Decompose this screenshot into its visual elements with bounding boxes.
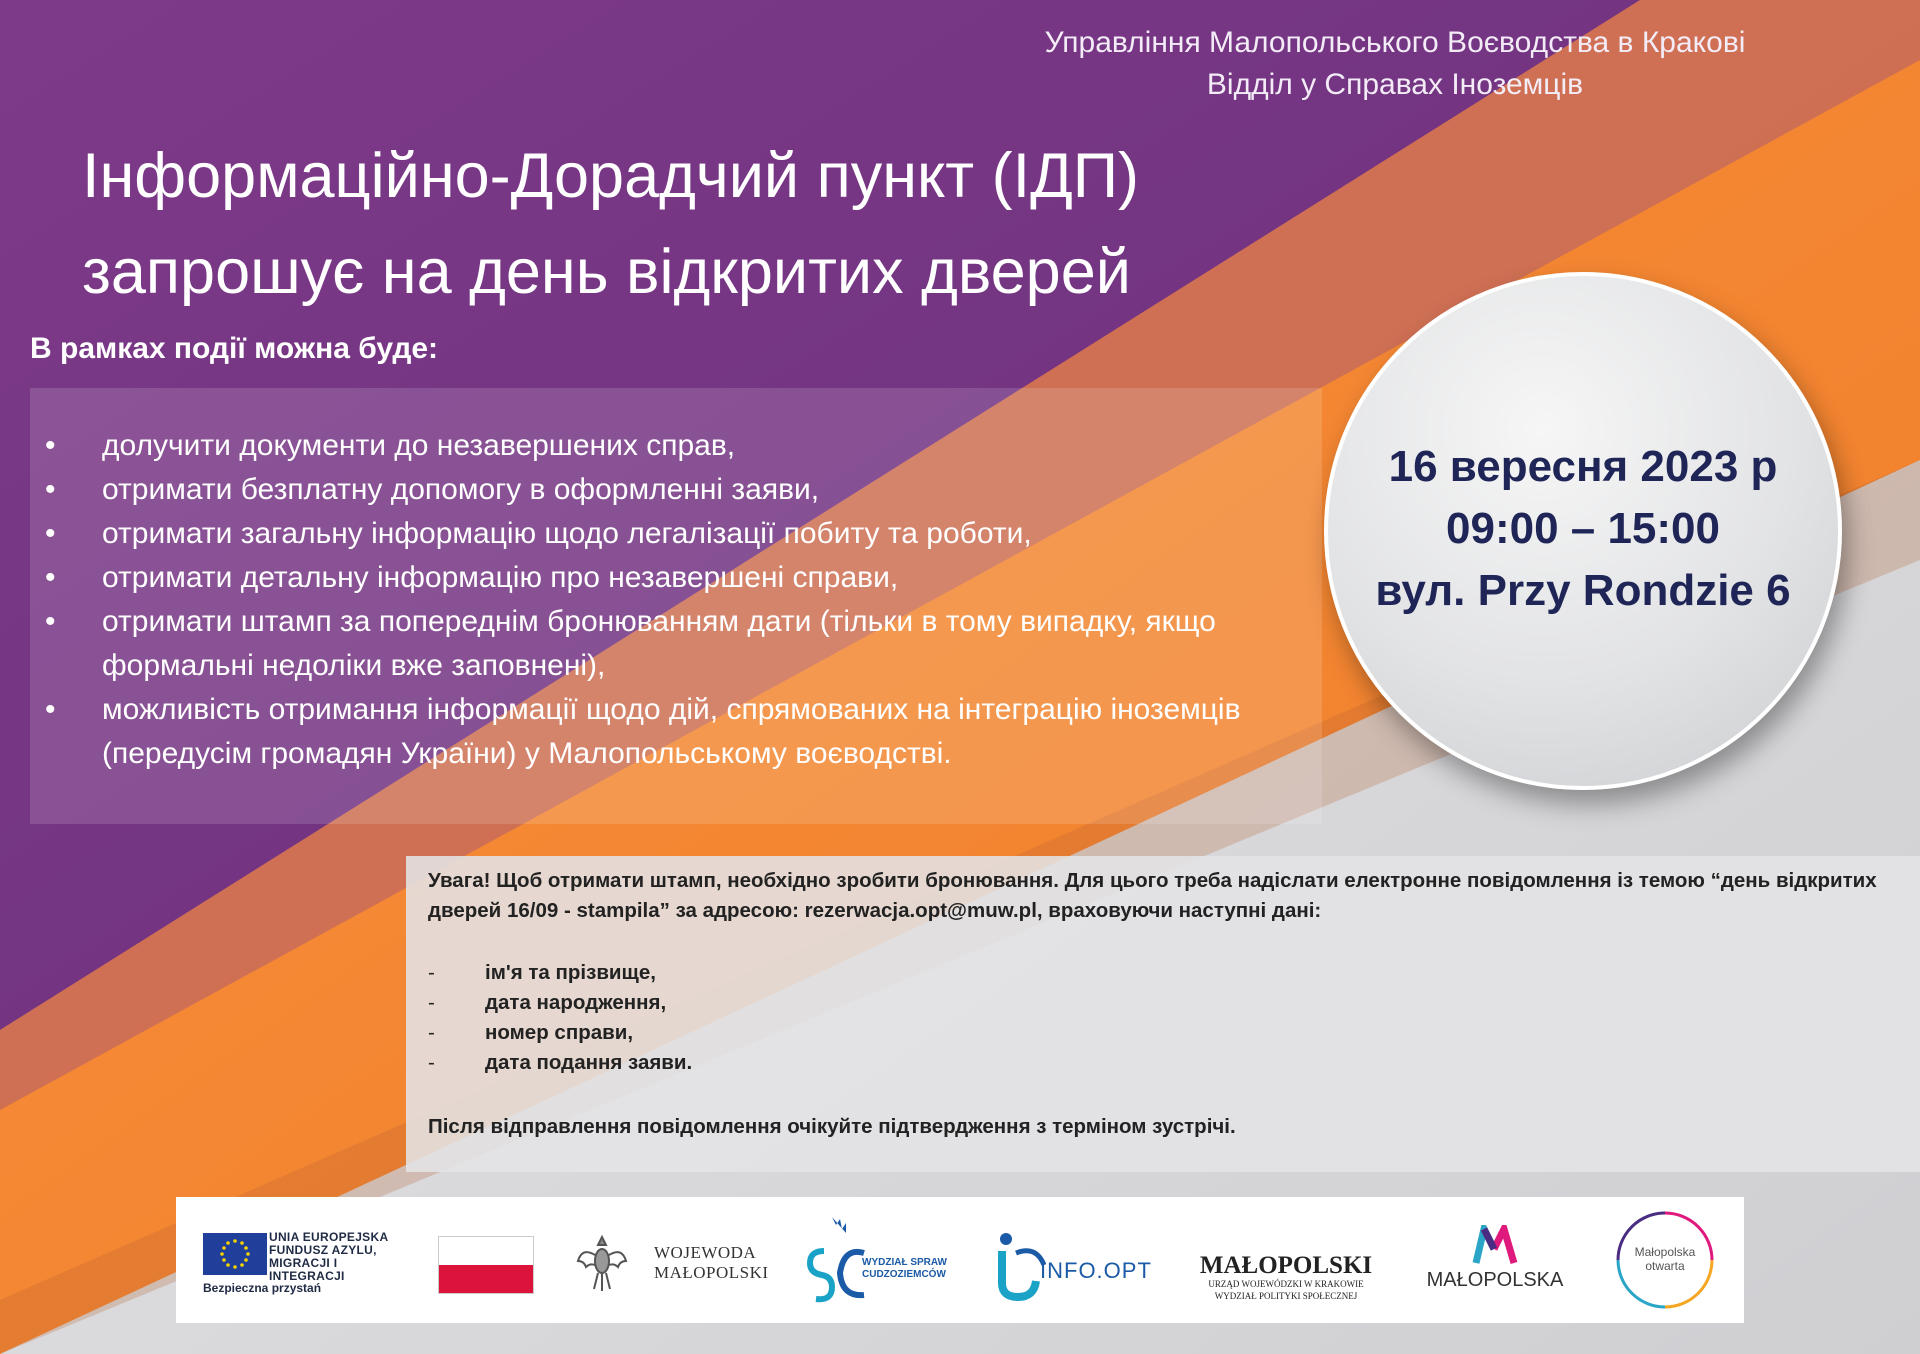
department-name: Відділ у Справах Іноземців xyxy=(1206,68,1584,101)
list-item-text: отримати безплатну допомогу в оформленні заяви, xyxy=(102,473,820,506)
list-intro: В рамках події можна буде: xyxy=(30,332,439,365)
muw-logo xyxy=(1196,1253,1376,1309)
muw-line-3: WYDZIAŁ POLITYKI SPOŁECZNEJ xyxy=(1214,1291,1358,1301)
wsc-logo xyxy=(806,1215,956,1311)
eu-flag-icon xyxy=(203,1233,267,1275)
event-address: вул. Przy Rondzie 6 xyxy=(1375,566,1791,615)
bullet: • xyxy=(45,693,56,726)
activities-list xyxy=(30,388,1322,776)
event-time: 09:00 – 15:00 xyxy=(1446,504,1720,553)
requirement-text: дата народження, xyxy=(485,991,667,1014)
dash: - xyxy=(428,1051,435,1074)
muw-line-2: URZĄD WOJEWÓDZKI W KRAKOWIE xyxy=(1208,1279,1364,1289)
requirement-item xyxy=(428,1048,692,1078)
infoopt-logo xyxy=(996,1231,1152,1301)
eu-logo-line-2: FUNDUSZ AZYLU, xyxy=(269,1243,377,1257)
wsc-emblem-icon xyxy=(806,1215,866,1305)
bullet: • xyxy=(45,429,56,462)
dash: - xyxy=(428,1021,435,1044)
eu-fund-logo xyxy=(203,1230,403,1303)
malopolska-label: MAŁOPOLSKA xyxy=(1426,1269,1564,1291)
page-title xyxy=(82,128,1342,320)
dash: - xyxy=(428,961,435,984)
polish-flag-icon xyxy=(438,1236,534,1294)
organization-name: Управління Малопольського Воєводства в Кракові xyxy=(1044,26,1746,59)
requirement-text: ім'я та прізвище, xyxy=(485,961,656,984)
title-line-2: запрошує на день відкритих дверей xyxy=(82,237,1131,307)
requirements-list xyxy=(428,958,692,1078)
partner-logos-bar xyxy=(176,1197,1744,1323)
list-item xyxy=(30,424,1282,468)
wojewoda-logo xyxy=(576,1231,776,1295)
otwarta-logo xyxy=(1610,1205,1720,1315)
otwarta-line-1: Małopolska xyxy=(1634,1245,1696,1259)
eagle-emblem-icon xyxy=(576,1231,628,1295)
list-item xyxy=(30,468,1282,512)
organization-header xyxy=(950,22,1840,106)
eu-logo-line-1: UNIA EUROPEJSKA xyxy=(269,1230,389,1244)
reservation-notice xyxy=(406,856,1920,1172)
requirement-text: дата подання заяви. xyxy=(485,1051,693,1074)
requirement-item xyxy=(428,1018,692,1048)
bullet: • xyxy=(45,517,56,550)
list-item-text: долучити документи до незавершених справ, xyxy=(102,429,736,462)
bullet: • xyxy=(45,473,56,506)
list-item xyxy=(30,512,1282,556)
malopolska-m-icon xyxy=(1470,1225,1520,1265)
requirement-item xyxy=(428,958,692,988)
event-date: 16 вересня 2023 р xyxy=(1388,442,1778,491)
bullet: • xyxy=(45,605,56,638)
otwarta-line-2: otwarta xyxy=(1645,1259,1685,1273)
eu-logo-caption: Bezpieczna przystań xyxy=(203,1281,322,1295)
list-item-text: можливість отримання інформації щодо дій, спрямованих на інтеграцію іноземців (передусім громадян України) у Малопольському воєводстві. xyxy=(102,693,1241,770)
info-icon xyxy=(996,1231,1046,1301)
notice-text: Увага! Щоб отримати штамп, необхідно зробити бронювання. Для цього треба надіслати електронне повідомлення із темою “день відкритих дверей 16/09 - stampila” за адресою: rezerwacja.opt@muw.pl, враховуючи наступні дані: xyxy=(428,869,1877,922)
wsc-line-2: CUDZOZIEMCÓW xyxy=(862,1269,946,1280)
list-item-text: отримати штамп за попереднім бронюванням дати (тільки в тому випадку, якщо формальні недоліки вже заповнені), xyxy=(102,605,1216,682)
requirement-item xyxy=(428,988,692,1018)
notice-footer: Після відправлення повідомлення очікуйте підтвердження з терміном зустрічі. xyxy=(428,1115,1236,1138)
list-item xyxy=(30,556,1282,600)
malopolska-logo xyxy=(1420,1225,1570,1305)
wsc-line-1: WYDZIAŁ SPRAW xyxy=(862,1257,947,1268)
list-item-text: отримати детальну інформацію про незавершені справи, xyxy=(102,561,899,594)
activities-box xyxy=(30,388,1322,824)
event-details xyxy=(1328,436,1838,622)
title-line-1: Інформаційно-Дорадчий пункт (ІДП) xyxy=(82,141,1140,211)
eu-logo-line-3: MIGRACJI I INTEGRACJI xyxy=(269,1256,345,1283)
bullet: • xyxy=(45,561,56,594)
infoopt-label: INFO.OPT xyxy=(1040,1258,1152,1283)
list-item xyxy=(30,688,1282,776)
event-details-circle xyxy=(1324,272,1842,790)
muw-line-1: MAŁOPOLSKI xyxy=(1199,1252,1373,1279)
dash: - xyxy=(428,991,435,1014)
wojewoda-line-2: MAŁOPOLSKI xyxy=(654,1263,769,1282)
requirement-text: номер справи, xyxy=(485,1021,634,1044)
list-item-text: отримати загальну інформацію щодо легалізації побиту та роботи, xyxy=(102,517,1032,550)
list-item xyxy=(30,600,1282,688)
wojewoda-line-1: WOJEWODA xyxy=(654,1243,757,1262)
